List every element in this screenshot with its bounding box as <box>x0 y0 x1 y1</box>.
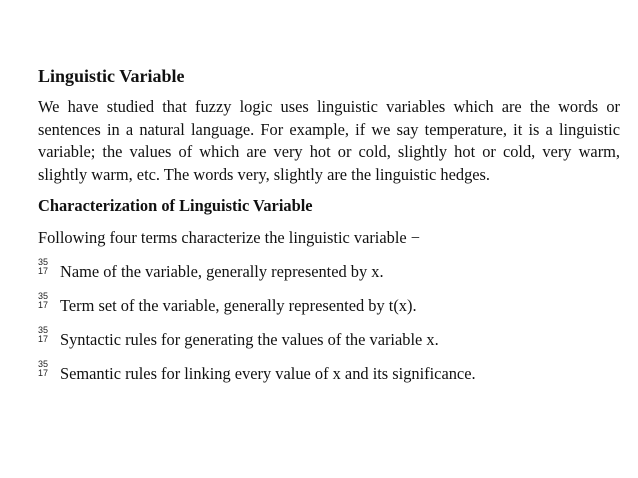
section-heading: Linguistic Variable <box>38 66 185 86</box>
bullet-bottom: 17 <box>38 368 49 379</box>
list-item <box>38 291 620 325</box>
bullet-marker <box>38 257 60 276</box>
bullet-marker <box>38 325 60 344</box>
bullet-bottom: 17 <box>38 300 49 311</box>
terms-list <box>38 257 620 393</box>
list-item-text: Semantic rules for linking every value of x and its significance. <box>60 364 476 384</box>
list-item <box>38 359 620 393</box>
list-intro: Following four terms characterize the linguistic variable − <box>38 228 421 248</box>
list-item-text: Name of the variable, generally represented by x. <box>60 262 384 282</box>
subsection-heading: Characterization of Linguistic Variable <box>38 196 313 216</box>
body-paragraph: We have studied that fuzzy logic uses linguistic variables which are the words or sentences in a natural language. For example, if we say temperature, it is a linguistic variable; the values of which are very hot or cold, slightly hot or cold, very warm, slightly warm, etc. The words very, slightly are the linguistic hedges. <box>38 97 620 184</box>
bullet-top: 35 <box>38 359 49 370</box>
bullet-marker <box>38 291 60 310</box>
bullet-top: 35 <box>38 291 49 302</box>
bullet-bottom: 17 <box>38 334 49 345</box>
list-item-text: Term set of the variable, generally represented by t(x). <box>60 296 417 316</box>
list-item <box>38 257 620 291</box>
bullet-top: 35 <box>38 325 49 336</box>
list-item <box>38 325 620 359</box>
bullet-top: 35 <box>38 257 49 268</box>
bullet-bottom: 17 <box>38 266 49 277</box>
list-item-text: Syntactic rules for generating the values of the variable x. <box>60 330 439 350</box>
bullet-marker <box>38 359 60 378</box>
